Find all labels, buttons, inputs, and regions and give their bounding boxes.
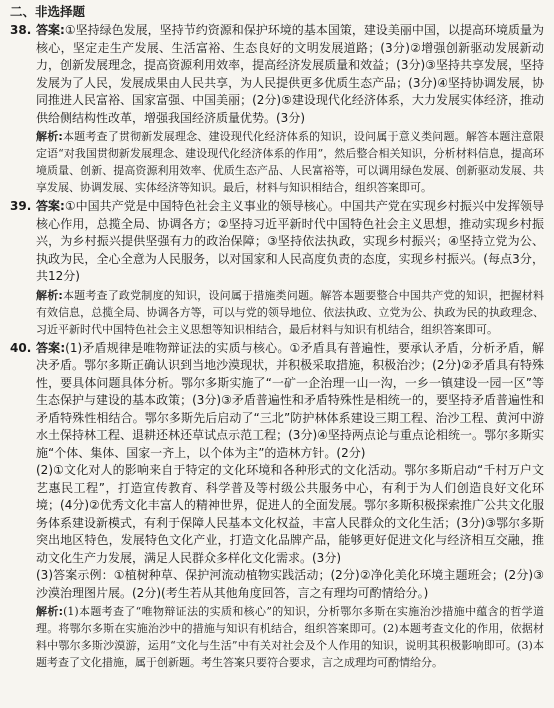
answer-text: ①中国共产党是中国特色社会主义事业的领导核心。中国共产党在实现乡村振兴中发挥领导核心作用，总揽全局、协调各方；②坚持习近平新时代中国特色社会主义思想，推动实现乡村振兴，为乡村振兴提供坚强有力的政治保障；③坚持依法执政，实现乡村振兴；④坚持立党为公、执政为民，全心全意为人民服务，以对国家和人民高度负责的态度，实现乡村振兴。(每点3分，共12分) xyxy=(36,199,544,283)
answer-part-2: (2)①文化对人的影响来自于特定的文化环境和各种形式的文化活动。鄂尔多斯启动“千村万户文艺惠民工程”，打造宣传教育、科学普及等村级公共服务中心，有利于为人们创造良好文化环境；(4分)②优秀文化丰富人的精神世界，促进人的全面发展。鄂尔多斯积极探索推广公共文化服务体系建设新模式，有利于保障人民基本文化权益，丰富人民群众的文化生活；(3分)③鄂尔多斯突出地区特色，发展特色文化产业，打造文化品牌产品，能够更好促进文化与经济相互交融，推动文化生产力发展，满足人民群众多样化文化需求。(3分) xyxy=(36,463,544,565)
answer-text: ①坚持绿色发展，坚持节约资源和保护环境的基本国策，建设美丽中国，以提高环境质量为核心，坚定走生产发展、生活富裕、生态良好的文明发展道路；(3分)②增强创新驱动发展新动力，创新发展理念，提高资源利用效率，提高经济发展质量和效益；(3分)③坚持共享发展，坚持发展为了人民，发展成果由人民共享，为人民提供更多优质生态产品；(3分)④坚持协调发展，协同推进人民富裕、国家富强、中国美丽；(2分)⑤建设现代化经济体系，大力发展实体经济，推动供给侧结构性改革，增强我国经济质量优势。(3分) xyxy=(36,23,544,125)
analysis-label: 解析: xyxy=(36,288,63,302)
section-title: 二、非选择题 xyxy=(10,4,86,19)
analysis-paragraph xyxy=(36,287,544,338)
analysis-paragraph xyxy=(36,128,544,196)
question-39 xyxy=(10,198,544,340)
answer-part-3: (3)答案示例：①植树种草、保护河流动植物实践活动；(2分)②净化美化环境主题班会；(2分)③沙漠治理图片展。(2分)(考生若从其他角度回答，言之有理均可酌情给分。) xyxy=(36,568,544,600)
question-body xyxy=(36,198,544,340)
analysis-label: 解析: xyxy=(36,605,64,618)
answer-paragraph xyxy=(36,198,544,286)
answer-label: 答案: xyxy=(36,23,65,37)
analysis-text: 本题考查了政党制度的知识，设问属于措施类问题。解答本题要整合中国共产党的知识，把握材料有效信息，总揽全局、协调各方等，可以与党的领导地位、依法执政、立党为公、执政为民的执政理念、习近平新时代中国特色社会主义思想等知识相结合，最后材料与知识有机结合，组织答案即可。 xyxy=(36,288,544,336)
question-body xyxy=(36,22,544,198)
answer-paragraph xyxy=(36,340,544,463)
analysis-label: 解析: xyxy=(36,130,63,143)
question-number: 38. xyxy=(10,23,32,37)
analysis-text: (1)本题考查了“唯物辩证法的实质和核心”的知识，分析鄂尔多斯在实施治沙措施中蕴含的哲学道理。将鄂尔多斯在实施治沙中的措施与知识有机结合，组织答案即可。(2)本题考查文化的作用，依据材料中鄂尔多斯沙漠游，运用“文化与生活”中有关对社会及个人作用的知识，说明其积极影响即可。(3)本题考查了文化措施，属于创新题。考生答案只要符合要求，言之成理均可酌情给分。 xyxy=(36,605,544,669)
question-number: 40. xyxy=(10,340,32,355)
question-38 xyxy=(10,22,544,198)
analysis-paragraph xyxy=(36,603,544,671)
question-40 xyxy=(10,340,544,674)
question-number: 39. xyxy=(10,199,32,213)
answer-paragraph xyxy=(36,22,544,127)
analysis-text: 本题考查了贯彻新发展理念、建设现代化经济体系的知识，设问属于意义类问题。解答本题注意限定语“对我国贯彻新发展理念、建设现代化经济体系的作用”，然后整合相关知识，分析材料信息，提高环境质量、创新、提高资源利用效率、优质生态产品、人民富裕等，可以调用绿色发展、创新驱动发展、共享发展、协调发展、实体经济等知识。最后，材料与知识相结合，组织答案即可。 xyxy=(36,130,544,194)
answer-label: 答案: xyxy=(36,340,66,355)
answer-part-1: (1)矛盾规律是唯物辩证法的实质与核心。①矛盾具有普遍性，要承认矛盾，分析矛盾，解决矛盾。鄂尔多斯正确认识到当地沙漠现状，并积极采取措施，积极治沙；(2分)②矛盾具有特殊性，要具体问题具体分析。鄂尔多斯实施了“一矿一企治理一山一沟，一乡一镇建设一园一区”等生态保护与建设的基本政策；(3分)③矛盾普遍性和矛盾特殊性是相统一的，要坚持矛盾普遍性和矛盾特殊性相结合。鄂尔多斯先后启动了“三北”防护林体系建设三期工程、治沙工程、黄河中游水土保持林工程、退耕还林还草试点示范工程；(3分)④坚持两点论与重点论相统一。鄂尔多斯实施“个体、集体、国家一齐上，以个体为主”的造林方针。(2分) xyxy=(36,340,544,460)
answer-label: 答案: xyxy=(36,199,65,213)
question-body xyxy=(36,340,544,674)
